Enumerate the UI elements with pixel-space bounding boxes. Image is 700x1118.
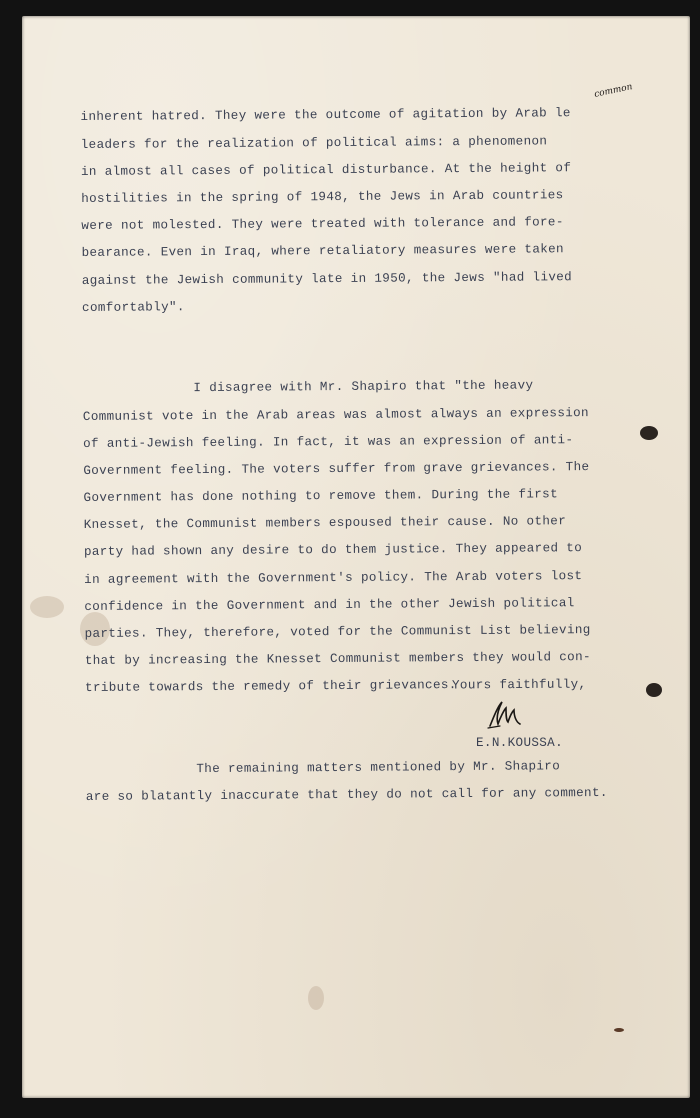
text-line: of anti-Jewish feeling. In fact, it was an expression of anti- (83, 432, 574, 451)
text-line: party had shown any desire to do them justice. They appeared to (83, 541, 583, 560)
text-line: inherent hatred. They were the outcome of agitation by Arab le (80, 106, 571, 125)
text-line: Government feeling. The voters suffer from grave grievances. The (83, 459, 590, 478)
text-line: I disagree with Mr. Shapiro that "the heavy (82, 378, 534, 397)
text-line: tribute towards the remedy of their grievances. (84, 678, 457, 696)
text-line: Knesset, the Communist members espoused their cause. No other (83, 514, 567, 533)
signatory-name: E.N.KOUSSA. (476, 736, 563, 750)
text-line: bearance. Even in Iraq, where retaliatory measures were taken (81, 242, 564, 261)
text-line: Communist vote in the Arab areas was almost always an expression (82, 405, 589, 424)
text-line: leaders for the realization of political aims: a phenomenon (80, 133, 548, 152)
text-line: against the Jewish community late in 1950, the Jews "had lived (81, 269, 573, 288)
signature-icon (484, 696, 524, 732)
text-line: confidence in the Government and in the other Jewish political (84, 595, 575, 614)
paper-stain (30, 596, 64, 618)
text-line: in agreement with the Government's policy. The Arab voters lost (84, 568, 583, 587)
ink-blot (640, 426, 658, 440)
text-line: that by increasing the Knesset Communist members they would con- (84, 650, 591, 669)
text-line: parties. They, therefore, voted for the Communist List believing (84, 623, 591, 641)
ink-blot (614, 1028, 624, 1032)
paragraph-3 (86, 753, 646, 812)
letter-body (80, 46, 646, 839)
paragraph-2 (83, 372, 646, 703)
text-line: hostilities in the spring of 1948, the Jews in Arab countries (81, 188, 564, 206)
closing-salutation: Yours faithfully, (451, 677, 587, 693)
margin-annotation: common (593, 82, 634, 100)
text-line: Government has done nothing to remove them. During the first (83, 487, 559, 506)
text-line: were not molested. They were treated with tolerance and fore- (81, 215, 564, 234)
ink-blot (646, 683, 662, 697)
paper-stain (308, 986, 324, 1010)
text-line: The remaining matters mentioned by Mr. Shapiro (85, 759, 561, 777)
text-line: are so blatantly inaccurate that they do not call for any comment. (85, 786, 608, 805)
paragraph-1 (80, 100, 642, 322)
text-line: in almost all cases of political disturbance. At the height of (80, 160, 572, 179)
text-line: comfortably". (81, 299, 185, 315)
